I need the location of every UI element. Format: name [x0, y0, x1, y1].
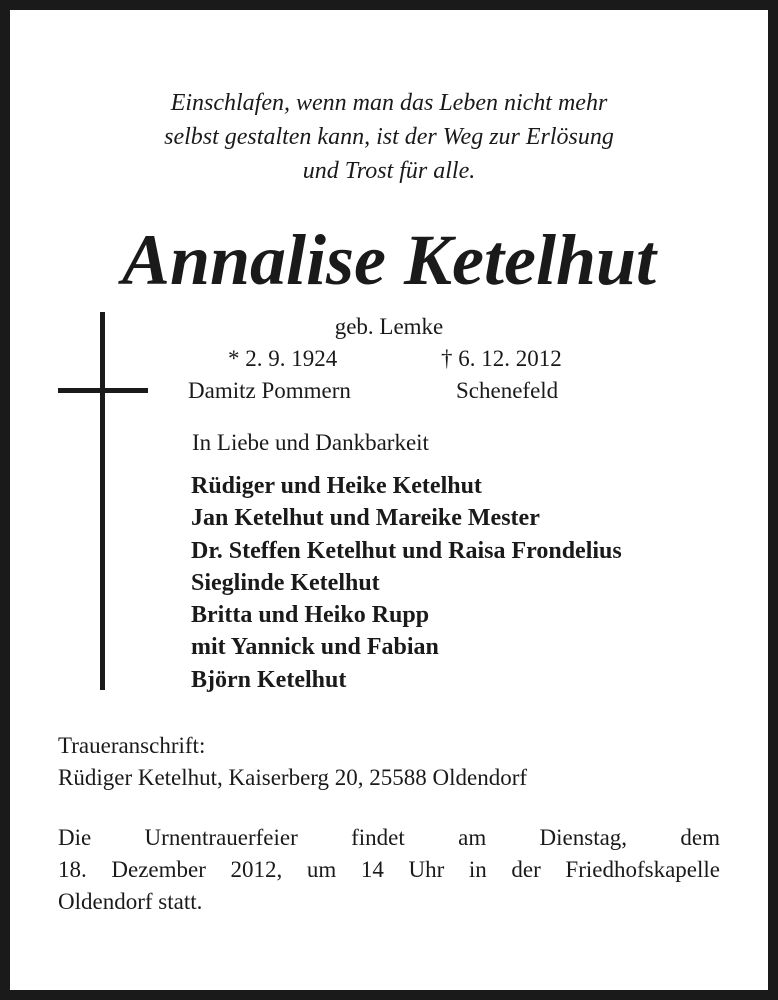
address-value: Rüdiger Ketelhut, Kaiserberg 20, 25588 Oldendorf [58, 765, 528, 790]
motto-line: Einschlafen, wenn man das Leben nicht mehr [170, 90, 608, 116]
cross-horizontal-bar [58, 388, 148, 393]
mourner-entry: mit Yannick und Fabian [191, 634, 439, 661]
mourner-entry: Jan Ketelhut und Mareike Mester [191, 505, 540, 532]
mourner-entry: Britta und Heiko Rupp [191, 602, 430, 629]
birth-place: Damitz Pommern [188, 378, 351, 403]
address-label: Traueranschrift: [58, 733, 206, 758]
death-date: † 6. 12. 2012 [441, 346, 562, 371]
mourner-entry: Sieglinde Ketelhut [191, 569, 380, 596]
ceremony-notice [58, 822, 720, 918]
death-place: Schenefeld [456, 378, 559, 403]
motto-line: selbst gestalten kann, ist der Weg zur Erlösung [164, 124, 614, 150]
ceremony-line: Oldendorf statt. [58, 889, 203, 914]
motto-verse [10, 86, 768, 188]
mourner-entry: Björn Ketelhut [191, 666, 347, 693]
cross-vertical-bar [100, 312, 105, 690]
birth-date: * 2. 9. 1924 [228, 346, 338, 371]
dedication: In Liebe und Dankbarkeit [192, 430, 429, 455]
mourners-list [191, 470, 622, 696]
birth-name: geb. Lemke [334, 314, 444, 339]
ceremony-line: 18. Dezember 2012, um 14 Uhr in der Friedhofskapelle [58, 857, 720, 882]
mourning-address [58, 730, 527, 794]
ceremony-line: Die Urnentrauerfeier findet am Dienstag, dem [58, 825, 720, 850]
mourner-entry: Rüdiger und Heike Ketelhut [191, 473, 482, 499]
motto-line: und Trost für alle. [302, 158, 476, 184]
mourner-entry: Dr. Steffen Ketelhut und Raisa Frondelius [191, 537, 622, 564]
deceased-name: Annalise Ketelhut [121, 220, 657, 300]
